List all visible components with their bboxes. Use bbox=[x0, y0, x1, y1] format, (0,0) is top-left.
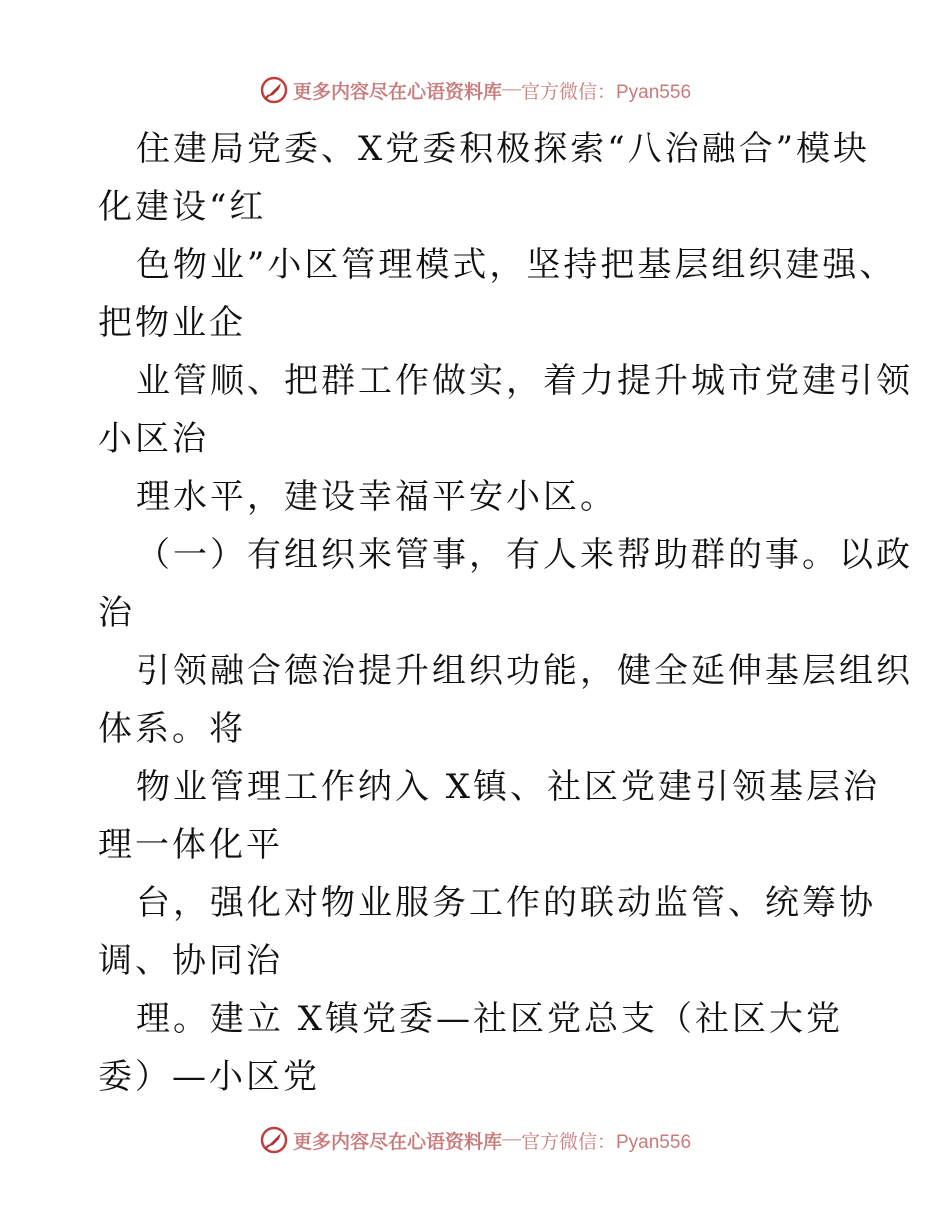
text-line: 理一体化平 bbox=[98, 825, 283, 865]
text-line: 理水平，建设幸福平安小区。 bbox=[136, 477, 617, 517]
text-line: 化建设“红 bbox=[98, 187, 267, 227]
document-body bbox=[98, 120, 913, 1106]
text-line: 治 bbox=[98, 593, 135, 633]
quill-seal-icon bbox=[259, 75, 289, 105]
watermark-dash: — bbox=[502, 79, 521, 100]
text-line: 色物业”小区管理模式，坚持把基层组织建强、 bbox=[136, 245, 897, 285]
watermark-contact: 官方微信：Pyan556 bbox=[521, 1131, 692, 1153]
text-line: 委）—小区党 bbox=[98, 1057, 320, 1097]
watermark-brand: 更多内容尽在心语资料库 bbox=[292, 80, 502, 103]
text-line: 住建局党委、X党委积极探索“八治融合”模块 bbox=[136, 129, 870, 169]
text-line: 台，强化对物业服务工作的联动监管、统筹协 bbox=[136, 883, 876, 923]
watermark-brand: 更多内容尽在心语资料库 bbox=[292, 1130, 502, 1153]
text-line: 物业管理工作纳入 X镇、社区党建引领基层治 bbox=[136, 767, 881, 807]
header-watermark bbox=[0, 70, 950, 110]
text-line: （一）有组织来管事，有人来帮助群的事。以政 bbox=[136, 535, 913, 575]
quill-seal-icon bbox=[259, 1125, 289, 1155]
text-line: 理。建立 X镇党委—社区党总支（社区大党 bbox=[136, 999, 844, 1039]
watermark-contact: 官方微信：Pyan556 bbox=[521, 81, 692, 103]
text-line: 小区治 bbox=[98, 419, 209, 459]
text-line: 调、协同治 bbox=[98, 941, 283, 981]
text-line: 业管顺、把群工作做实，着力提升城市党建引领 bbox=[136, 361, 913, 401]
watermark-dash: — bbox=[502, 1129, 521, 1150]
footer-watermark bbox=[0, 1120, 950, 1160]
text-line: 体系。将 bbox=[98, 709, 246, 749]
text-line: 把物业企 bbox=[98, 303, 246, 343]
text-line: 引领融合德治提升组织功能，健全延伸基层组织 bbox=[136, 651, 913, 691]
